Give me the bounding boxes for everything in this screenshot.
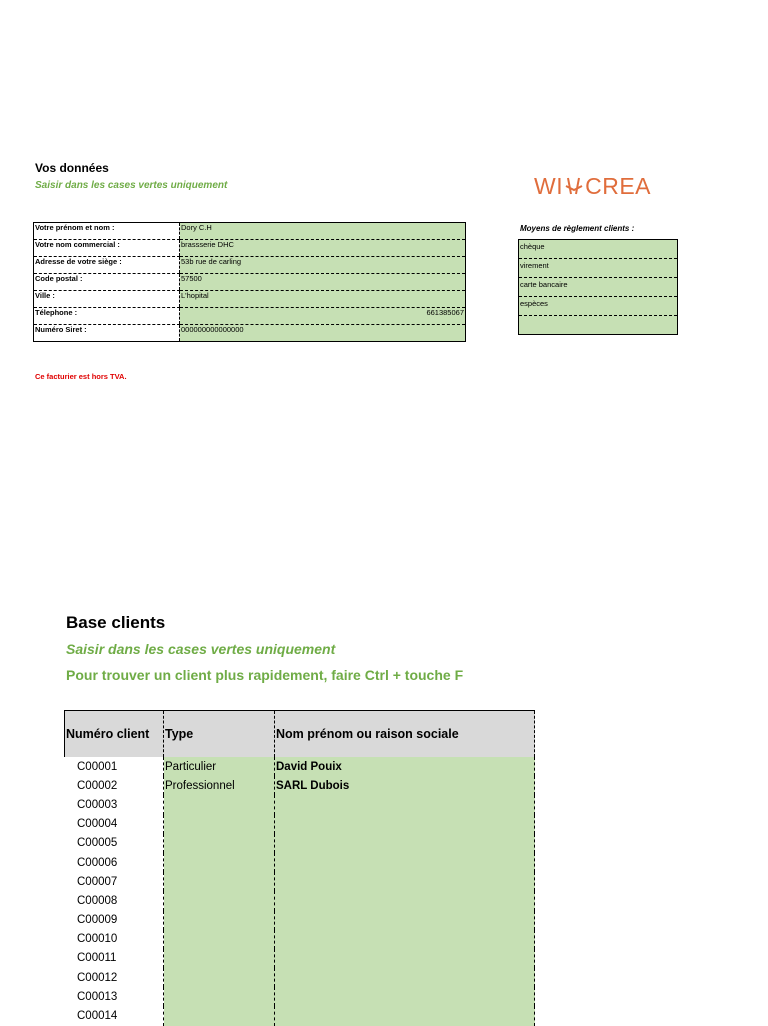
moyen-row [519, 316, 678, 335]
moyen-row [519, 240, 678, 259]
moyen-cell[interactable]: espèces [519, 297, 678, 316]
table-row [65, 834, 535, 853]
client-number-cell: C00012 [65, 968, 164, 987]
table-row [65, 891, 535, 910]
client-type-cell[interactable] [164, 891, 275, 910]
field-value-cell[interactable]: L'hopital [180, 291, 466, 308]
client-name-cell[interactable] [275, 834, 535, 853]
table-row [65, 853, 535, 872]
donnees-row [34, 240, 466, 257]
table-row [65, 987, 535, 1006]
client-number-cell: C00011 [65, 949, 164, 968]
table-row [65, 930, 535, 949]
client-name-cell[interactable] [275, 1006, 535, 1025]
client-number-cell: C00010 [65, 930, 164, 949]
table-row [65, 949, 535, 968]
client-number-cell: C00014 [65, 1006, 164, 1025]
client-number-cell: C00013 [65, 987, 164, 1006]
client-type-cell[interactable] [164, 968, 275, 987]
client-type-cell[interactable] [164, 872, 275, 891]
moyen-cell[interactable]: carte bancaire [519, 278, 678, 297]
table-row [65, 1006, 535, 1025]
client-type-cell[interactable] [164, 949, 275, 968]
donnees-row [34, 308, 466, 325]
table-row [65, 968, 535, 987]
client-name-cell[interactable] [275, 815, 535, 834]
donnees-row [34, 291, 466, 308]
client-number-cell: C00008 [65, 891, 164, 910]
field-label: Ville : [34, 291, 180, 308]
field-value-cell[interactable]: 53b rue de carling [180, 257, 466, 274]
client-name-cell[interactable] [275, 891, 535, 910]
client-number-cell: C00002 [65, 776, 164, 795]
client-type-cell[interactable] [164, 911, 275, 930]
client-name-cell[interactable] [275, 911, 535, 930]
field-label: Votre prénom et nom : [34, 223, 180, 240]
column-header-numero-client: Numéro client [65, 711, 164, 758]
field-value-cell[interactable]: 57500 [180, 274, 466, 291]
section-subtitle-instructions: Saisir dans les cases vertes uniquement [35, 180, 228, 191]
client-name-cell[interactable] [275, 795, 535, 814]
base-clients-subtitle: Saisir dans les cases vertes uniquement [66, 641, 336, 657]
clients-table [64, 710, 535, 1026]
donnees-row [34, 274, 466, 291]
moyen-cell[interactable]: virement [519, 259, 678, 278]
moyens-reglement-table [518, 239, 678, 335]
moyen-cell[interactable]: chèque [519, 240, 678, 259]
client-number-cell: C00001 [65, 757, 164, 776]
moyen-row [519, 278, 678, 297]
field-value-cell[interactable]: 000000000000000 [180, 325, 466, 342]
table-row [65, 872, 535, 891]
client-number-cell: C00003 [65, 795, 164, 814]
client-name-cell[interactable] [275, 872, 535, 891]
client-name-cell[interactable] [275, 987, 535, 1006]
client-number-cell: C00009 [65, 911, 164, 930]
moyen-cell[interactable] [519, 316, 678, 335]
client-number-cell: C00006 [65, 853, 164, 872]
donnees-row [34, 257, 466, 274]
donnees-table [33, 222, 466, 342]
field-label: Code postal : [34, 274, 180, 291]
field-label: Numéro Siret : [34, 325, 180, 342]
client-type-cell[interactable]: Particulier [164, 757, 275, 776]
table-row [65, 815, 535, 834]
field-label: Votre nom commercial : [34, 240, 180, 257]
section-title-base-clients: Base clients [66, 613, 166, 632]
section-title-vos-donnees: Vos données [35, 161, 109, 175]
donnees-row [34, 223, 466, 240]
client-type-cell[interactable] [164, 1006, 275, 1025]
client-type-cell[interactable]: Professionnel [164, 776, 275, 795]
client-type-cell[interactable] [164, 930, 275, 949]
client-name-cell[interactable] [275, 853, 535, 872]
table-row [65, 911, 535, 930]
field-value-cell[interactable]: Dory C.H [180, 223, 466, 240]
table-row [65, 795, 535, 814]
column-header-nom: Nom prénom ou raison sociale [275, 711, 535, 758]
table-row [65, 757, 535, 776]
client-name-cell[interactable]: SARL Dubois [275, 776, 535, 795]
logo-text-right: CREA [585, 173, 652, 199]
field-label: Adresse de votre siège : [34, 257, 180, 274]
client-name-cell[interactable] [275, 949, 535, 968]
wikicrea-logo [534, 173, 651, 200]
column-header-type: Type [164, 711, 275, 758]
client-type-cell[interactable] [164, 853, 275, 872]
moyens-reglement-title: Moyens de règlement clients : [520, 224, 635, 233]
base-clients-search-hint: Pour trouver un client plus rapidement, faire Ctrl + touche F [66, 667, 464, 683]
moyen-row [519, 297, 678, 316]
client-name-cell[interactable]: David Pouix [275, 757, 535, 776]
client-type-cell[interactable] [164, 795, 275, 814]
client-type-cell[interactable] [164, 834, 275, 853]
moyen-row [519, 259, 678, 278]
field-value-cell[interactable]: brassserie DHC [180, 240, 466, 257]
client-type-cell[interactable] [164, 987, 275, 1006]
client-number-cell: C00005 [65, 834, 164, 853]
donnees-row [34, 325, 466, 342]
client-number-cell: C00004 [65, 815, 164, 834]
client-number-cell: C00007 [65, 872, 164, 891]
logo-text-left: WI [534, 173, 564, 199]
client-name-cell[interactable] [275, 968, 535, 987]
client-type-cell[interactable] [164, 815, 275, 834]
client-name-cell[interactable] [275, 930, 535, 949]
logo-glyph-icon [563, 175, 585, 197]
field-label: Télephone : [34, 308, 180, 325]
field-value-cell[interactable]: 661385067 [180, 308, 466, 325]
tva-note: Ce facturier est hors TVA. [35, 372, 127, 381]
table-row [65, 776, 535, 795]
